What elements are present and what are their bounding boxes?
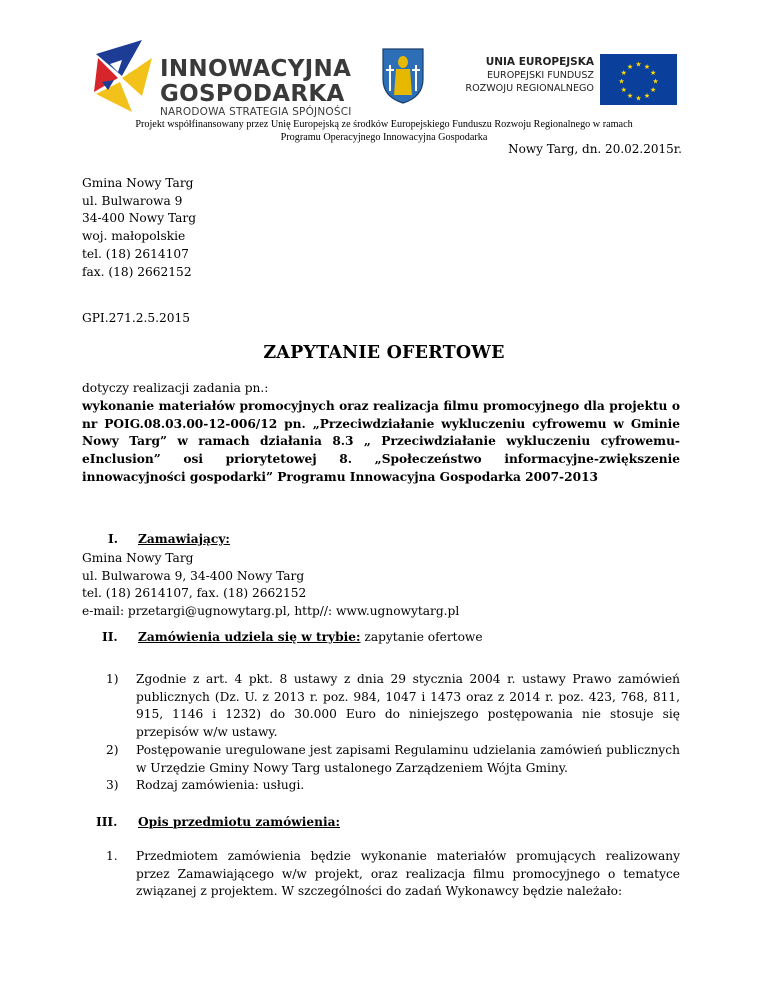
svg-text:★: ★	[635, 60, 642, 69]
list-item-text: Postępowanie uregulowane jest zapisami Regulaminu udzielania zamówień publicznych w Urzędzie Gminy Nowy Targ ustalonego Zarządzeniem Wójta Gminy.	[136, 742, 680, 775]
ig-logo-subtitle: NARODOWA STRATEGIA SPÓJNOŚCI	[160, 106, 352, 118]
section1-line: Gmina Nowy Targ	[82, 551, 194, 565]
eu-logo-text	[436, 55, 594, 95]
ig-emblem-icon	[92, 38, 158, 114]
cofinancing-note	[76, 118, 692, 144]
innowacyjna-gospodarka-logo	[92, 38, 354, 118]
intro-text: dotyczy realizacji zadania pn.:	[82, 381, 269, 395]
document-date: Nowy Targ, dn. 20.02.2015r.	[508, 142, 682, 156]
list-item-text: Rodzaj zamówienia: usługi.	[136, 778, 305, 793]
svg-text:★: ★	[643, 92, 651, 101]
section1-line: ul. Bulwarowa 9, 34-400 Nowy Targ	[82, 568, 305, 583]
eu-flag-icon	[600, 54, 677, 105]
list-item	[106, 848, 680, 901]
address-line: 34-400 Nowy Targ	[82, 211, 197, 226]
section1-line: e-mail: przetargi@ugnowytarg.pl, http//: www.ugnowytarg.pl	[82, 604, 460, 619]
list-item-number: 3)	[106, 778, 119, 793]
subject-text: wykonanie materiałów promocyjnych oraz realizacja filmu promocyjnego dla projektu o nr POIG.08.03.00-12-006/12 pn. „Przeciwdziałanie wykluczeniu cyfrowemu w Gminie Nowy Targ” w ramach działania 8.3 „ Przeciwdziałanie wykluczeniu cyfrowemu-eInclusion” osi priorytetowej 8. „Społeczeństwo informacyjne-zwiększenie innowacyjności gospodarki” Programu Innowacyjna Gospodarka 2007-2013	[82, 399, 680, 484]
svg-text:★: ★	[620, 69, 627, 77]
svg-text:★: ★	[635, 94, 642, 103]
svg-text:★: ★	[620, 86, 627, 94]
svg-text:★: ★	[618, 77, 625, 86]
ig-logo-title-line2: GOSPODARKA	[160, 81, 345, 107]
address-line: Gmina Nowy Targ	[82, 176, 194, 190]
section2-line	[138, 630, 483, 644]
section1-number: I.	[108, 532, 118, 546]
address-line: woj. małopolskie	[82, 229, 186, 244]
coat-of-arms-icon	[381, 47, 425, 105]
list-item-number: 1.	[106, 849, 118, 863]
section2-number: II.	[102, 630, 118, 644]
list-item-number: 2)	[106, 742, 119, 757]
ig-logo-title-line1: INNOWACYJNA	[160, 56, 352, 82]
section3-number: III.	[96, 815, 118, 829]
svg-text:★: ★	[652, 77, 659, 86]
document-title: ZAPYTANIE OFERTOWE	[263, 343, 505, 363]
section2-list	[106, 671, 680, 795]
list-item	[106, 742, 680, 777]
list-item	[106, 671, 680, 742]
cofinancing-line2: Programu Operacyjnego Innowacyjna Gospodarka	[280, 132, 488, 143]
reference-number: GPI.271.2.5.2015	[82, 311, 191, 325]
section2-value: zapytanie ofertowe	[360, 630, 483, 644]
eu-logo-line2: EUROPEJSKI FUNDUSZ	[486, 70, 594, 81]
section1-line: tel. (18) 2614107, fax. (18) 2662152	[82, 586, 307, 601]
section1-heading: Zamawiający:	[138, 532, 230, 546]
list-item-text: Zgodnie z art. 4 pkt. 8 ustawy z dnia 29 stycznia 2004 r. ustawy Prawo zamówień publicznych (Dz. U. z 2013 r. poz. 984, 1047 i 1473 oraz z 2014 r. poz. 423, 768, 811, 915, 1146 i 1232) do 30.000 Euro do niniejszego postępowania nie stosuje się przepisów w/w ustawy.	[136, 672, 680, 740]
section3-heading: Opis przedmiotu zamówienia:	[138, 815, 341, 829]
section3-list	[106, 848, 680, 901]
eu-logo-line3: ROZWOJU REGIONALNEGO	[465, 83, 594, 94]
svg-text:★: ★	[643, 62, 651, 71]
list-item	[106, 777, 680, 795]
sender-address	[82, 175, 196, 281]
address-line: ul. Bulwarowa 9	[82, 193, 183, 208]
svg-text:★: ★	[650, 69, 657, 77]
list-item-text: Przedmiotem zamówienia będzie wykonanie materiałów promujących realizowany przez Zamawiającego w/w projekt, oraz realizacja filmu promocyjnego o tematyce związanej z projektem. W szczególności do zadań Wykonawcy będzie należało:	[136, 849, 680, 899]
svg-text:★: ★	[626, 62, 634, 71]
eu-logo-line1: UNIA EUROPEJSKA	[485, 56, 594, 68]
svg-text:★: ★	[626, 92, 634, 101]
section1-body	[82, 550, 459, 621]
address-line: tel. (18) 2614107	[82, 246, 189, 261]
section2-heading: Zamówienia udziela się w trybie:	[138, 630, 361, 644]
svg-text:★: ★	[650, 86, 657, 94]
address-line: fax. (18) 2662152	[82, 264, 192, 279]
list-item-number: 1)	[106, 672, 119, 686]
cofinancing-line1: Projekt współfinansowany przez Unię Europejską ze środków Europejskiego Funduszu Rozwoju Regionalnego w ramach	[135, 119, 633, 130]
